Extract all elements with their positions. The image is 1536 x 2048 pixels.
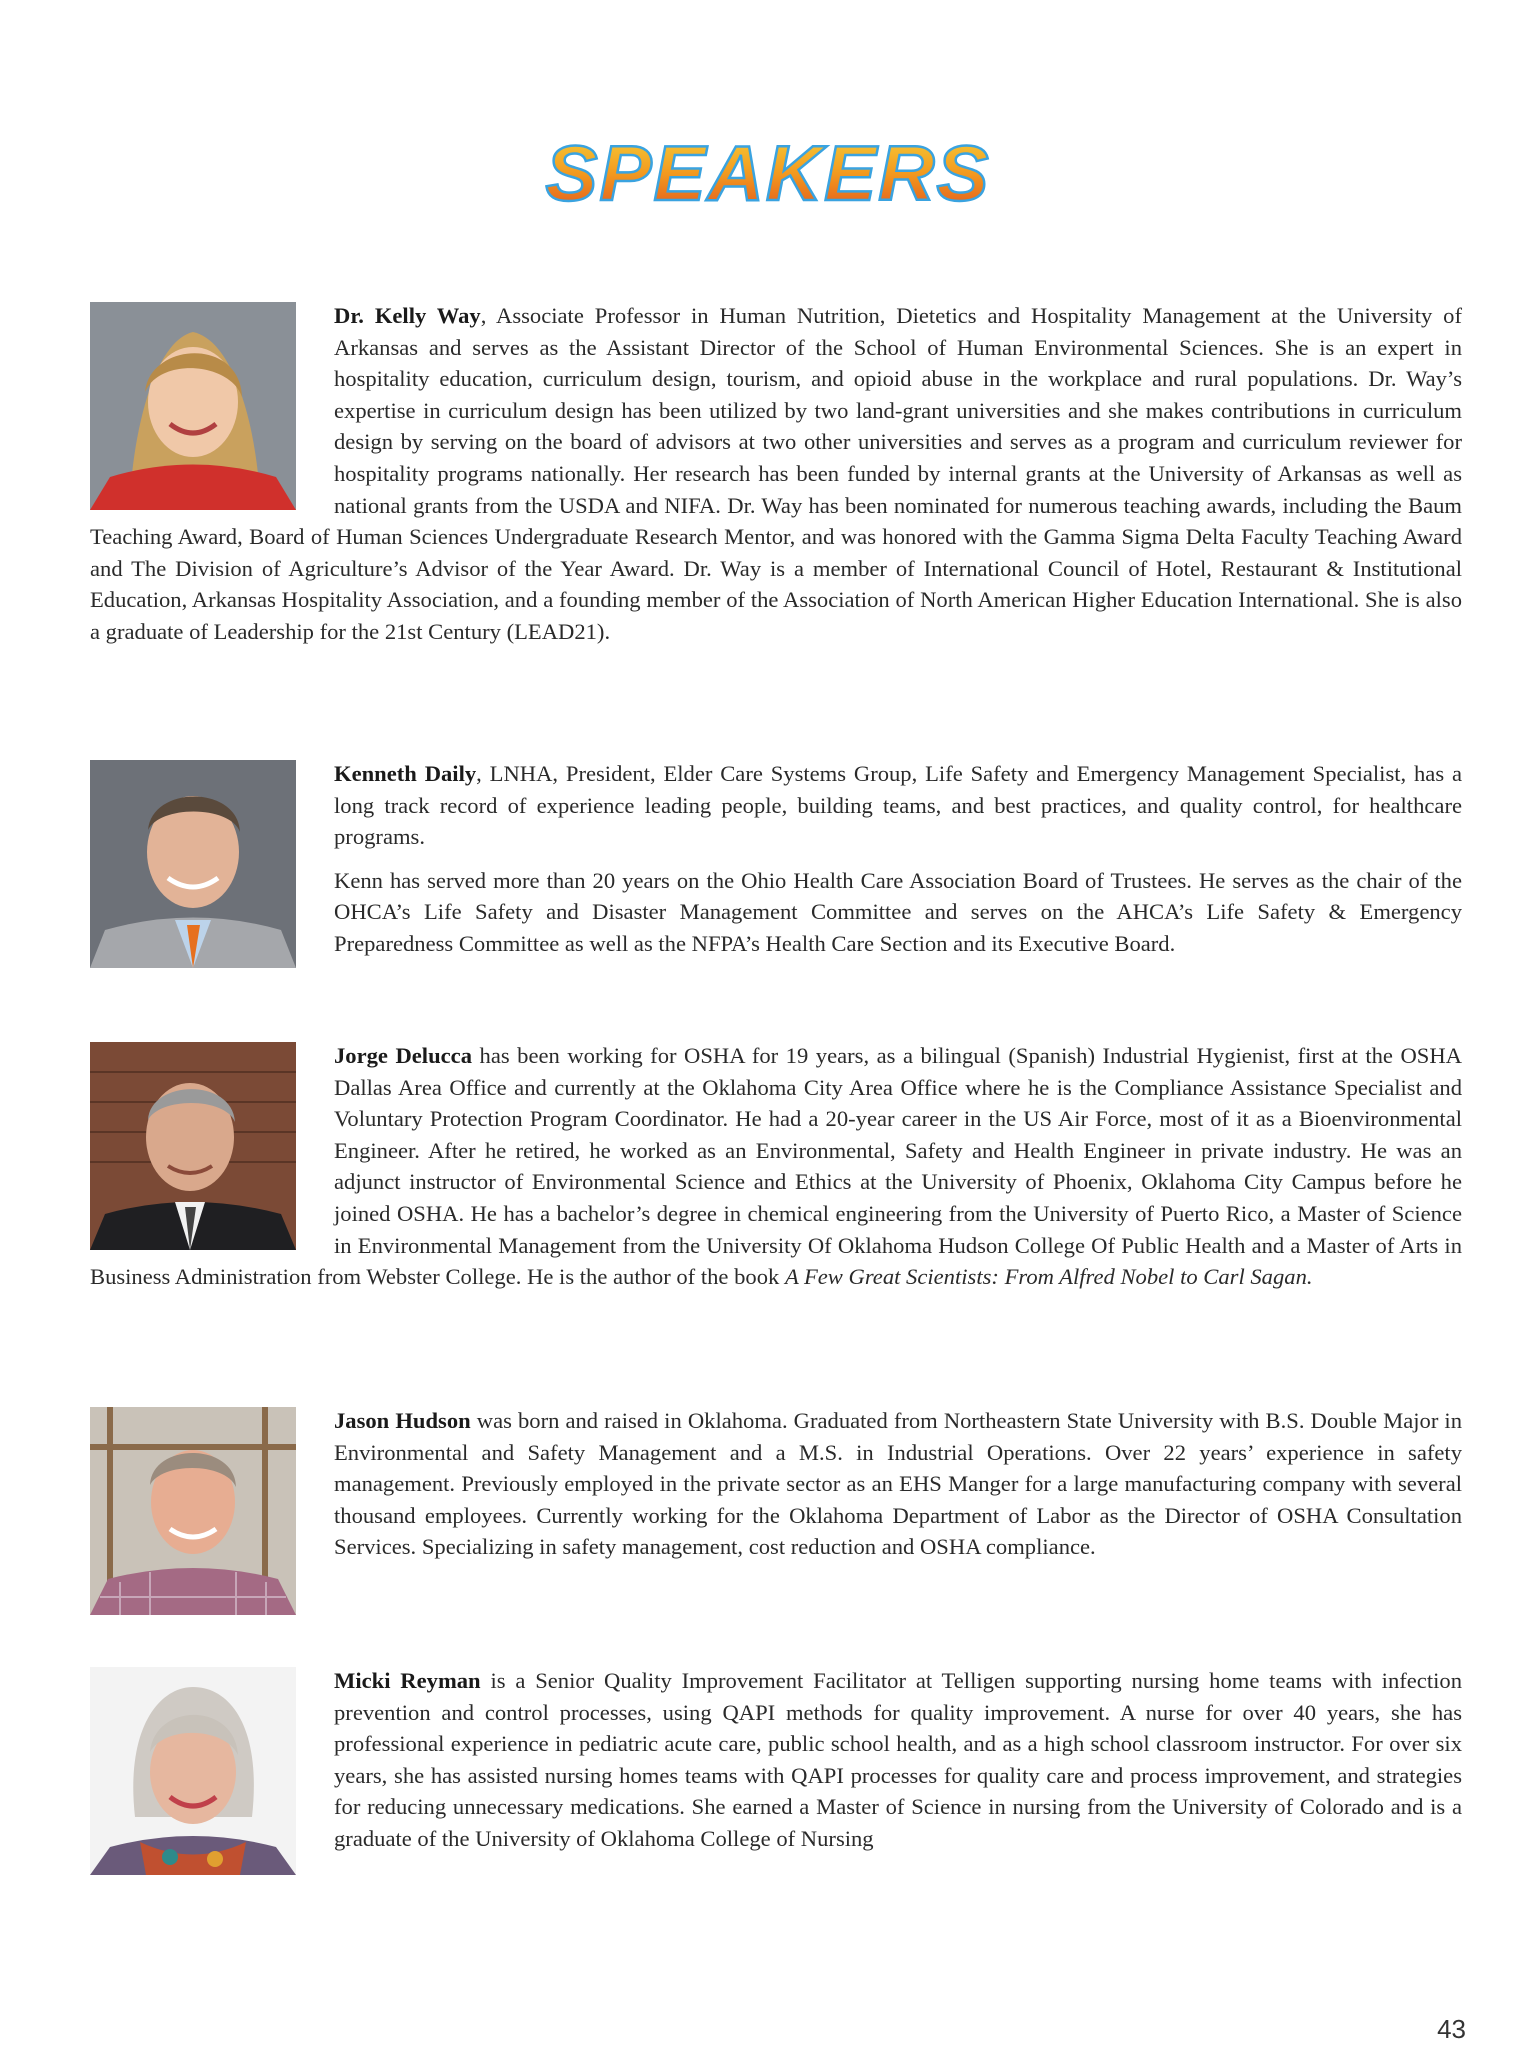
speaker-bio xyxy=(90,1665,1462,1875)
speaker-text: was born and raised in Oklahoma. Graduated from Northeastern State University with B.S. Double Major in Environmental and Safety Management and a M.S. in Industrial Operations. Over 22 years’ experience in safety management. Previously employed in the private sector as an EHS Manger for a large manufacturing company with several thousand employees. Currently working for the Oklahoma Department of Labor as the Director of OSHA Consultation Services. Specializing in safety management, cost reduction and OSHA compliance. xyxy=(334,1408,1462,1560)
headshot-man-dark-suit-brick-wall-icon xyxy=(90,1042,296,1250)
speaker-text: has been working for OSHA for 19 years, as a bilingual (Spanish) Industrial Hygienist, first at the OSHA Dallas Area Office and currently at the Oklahoma City Area Office where he is the Compliance Assistance Specialist and Voluntary Protection Program Coordinator. He had a 20-year career in the US Air Force, most of it as a Bioenvironmental Engineer. After he retired, he worked as an Environmental, Safety and Health Engineer in private industry. He was an adjunct instructor of Environmental Science and Ethics at the University of Phoenix, Oklahoma City Campus before he joined OSHA. He has a bachelor’s degree in chemical engineering from the University of Puerto Rico, a Master of Science in Environmental Management from the University Of Oklahoma Hudson College Of Public Health and a Master of Arts in Business Administration from Webster College. He is the author of the book xyxy=(90,1043,1462,1290)
speaker-paragraph: Kenn has served more than 20 years on the Ohio Health Care Association Board of Trustees. He serves as the chair of the OHCA’s Life Safety and Disaster Management Committee and serves on the AHCA’s Life Safety & Emergency Preparedness Committee as well as the NFPA’s Health Care Section and its Executive Board. xyxy=(334,867,1462,956)
page-title xyxy=(518,136,1018,216)
speaker-photo-jason-hudson xyxy=(90,1407,296,1615)
speaker-bio xyxy=(90,300,1462,660)
speaker-photo-micki-reyman xyxy=(90,1667,296,1875)
speaker-bio xyxy=(90,1405,1462,1615)
headshot-man-plaid-shirt-industrial-icon xyxy=(90,1407,296,1615)
page-title-text: SPEAKERS xyxy=(545,136,991,216)
speaker-name: Jason Hudson xyxy=(334,1408,471,1433)
speaker-name: Dr. Kelly Way xyxy=(334,303,481,328)
speaker-name: Kenneth Daily xyxy=(334,761,477,786)
speaker-name: Micki Reyman xyxy=(334,1668,481,1693)
speaker-text: is a Senior Quality Improvement Facilitator at Telligen supporting nursing home teams with infection prevention and control processes, using QAPI methods for quality improvement. A nurse for over 40 years, she has professional experience in pediatric acute care, public school health, and as a high school classroom instructor. For over six years, she has assisted nursing homes teams with QAPI processes for quality care and process improvement, and strategies for reducing unnecessary medications. She earned a Master of Science in nursing from the University of Colorado and is a graduate of the University of Oklahoma College of Nursing xyxy=(334,1668,1462,1851)
speaker-bio xyxy=(90,1040,1462,1305)
page-title-wrap xyxy=(0,136,1536,221)
speaker-photo-jorge-delucca xyxy=(90,1042,296,1250)
speaker-photo-kelly-way xyxy=(90,302,296,510)
speaker-bio xyxy=(90,758,1462,972)
speaker-photo-kenneth-daily xyxy=(90,760,296,968)
book-title: A Few Great Scientists: From Alfred Nobel to Carl Sagan. xyxy=(784,1264,1313,1290)
speaker-text: , Associate Professor in Human Nutrition, Dietetics and Hospitality Management at the University of Arkansas and serves as the Assistant Director of the School of Human Environmental Sciences. She is an expert in hospitality education, curriculum design, tourism, and opioid abuse in the workplace and rural populations. Dr. Way’s expertise in curriculum design has been utilized by two land-grant universities and she makes contributions in curriculum design by serving on the board of advisors at two other universities and serves as a program and curriculum reviewer for hospitality programs nationally. Her research has been funded by internal grants at the University of Arkansas as well as national grants from the USDA and NIFA. Dr. Way has been nominated for numerous teaching awards, including the Baum Teaching Award, Board of Human Sciences Undergraduate Research Mentor, and was honored with the Gamma Sigma Delta Faculty Teaching Award and The Division of Agriculture’s Advisor of the Year Award. Dr. Way is a member of International Council of Hotel, Restaurant & Institutional Education, Arkansas Hospitality Association, and a founding member of the Association of North American Higher Education International. She is also a graduate of Leadership for the 21st Century (LEAD21). xyxy=(90,303,1463,644)
speaker-name: Jorge Delucca xyxy=(334,1043,473,1068)
page-number: 43 xyxy=(1437,2014,1466,2044)
headshot-woman-blonde-red-jacket-icon xyxy=(90,302,296,510)
speaker-text: , LNHA, President, Elder Care Systems Group, Life Safety and Emergency Management Specialist, has a long track record of experience leading people, building teams, and best practices, and quality control, for healthcare programs. xyxy=(334,761,1462,850)
headshot-man-grey-suit-orange-tie-icon xyxy=(90,760,296,968)
headshot-woman-grey-hair-scarf-icon xyxy=(90,1667,296,1875)
